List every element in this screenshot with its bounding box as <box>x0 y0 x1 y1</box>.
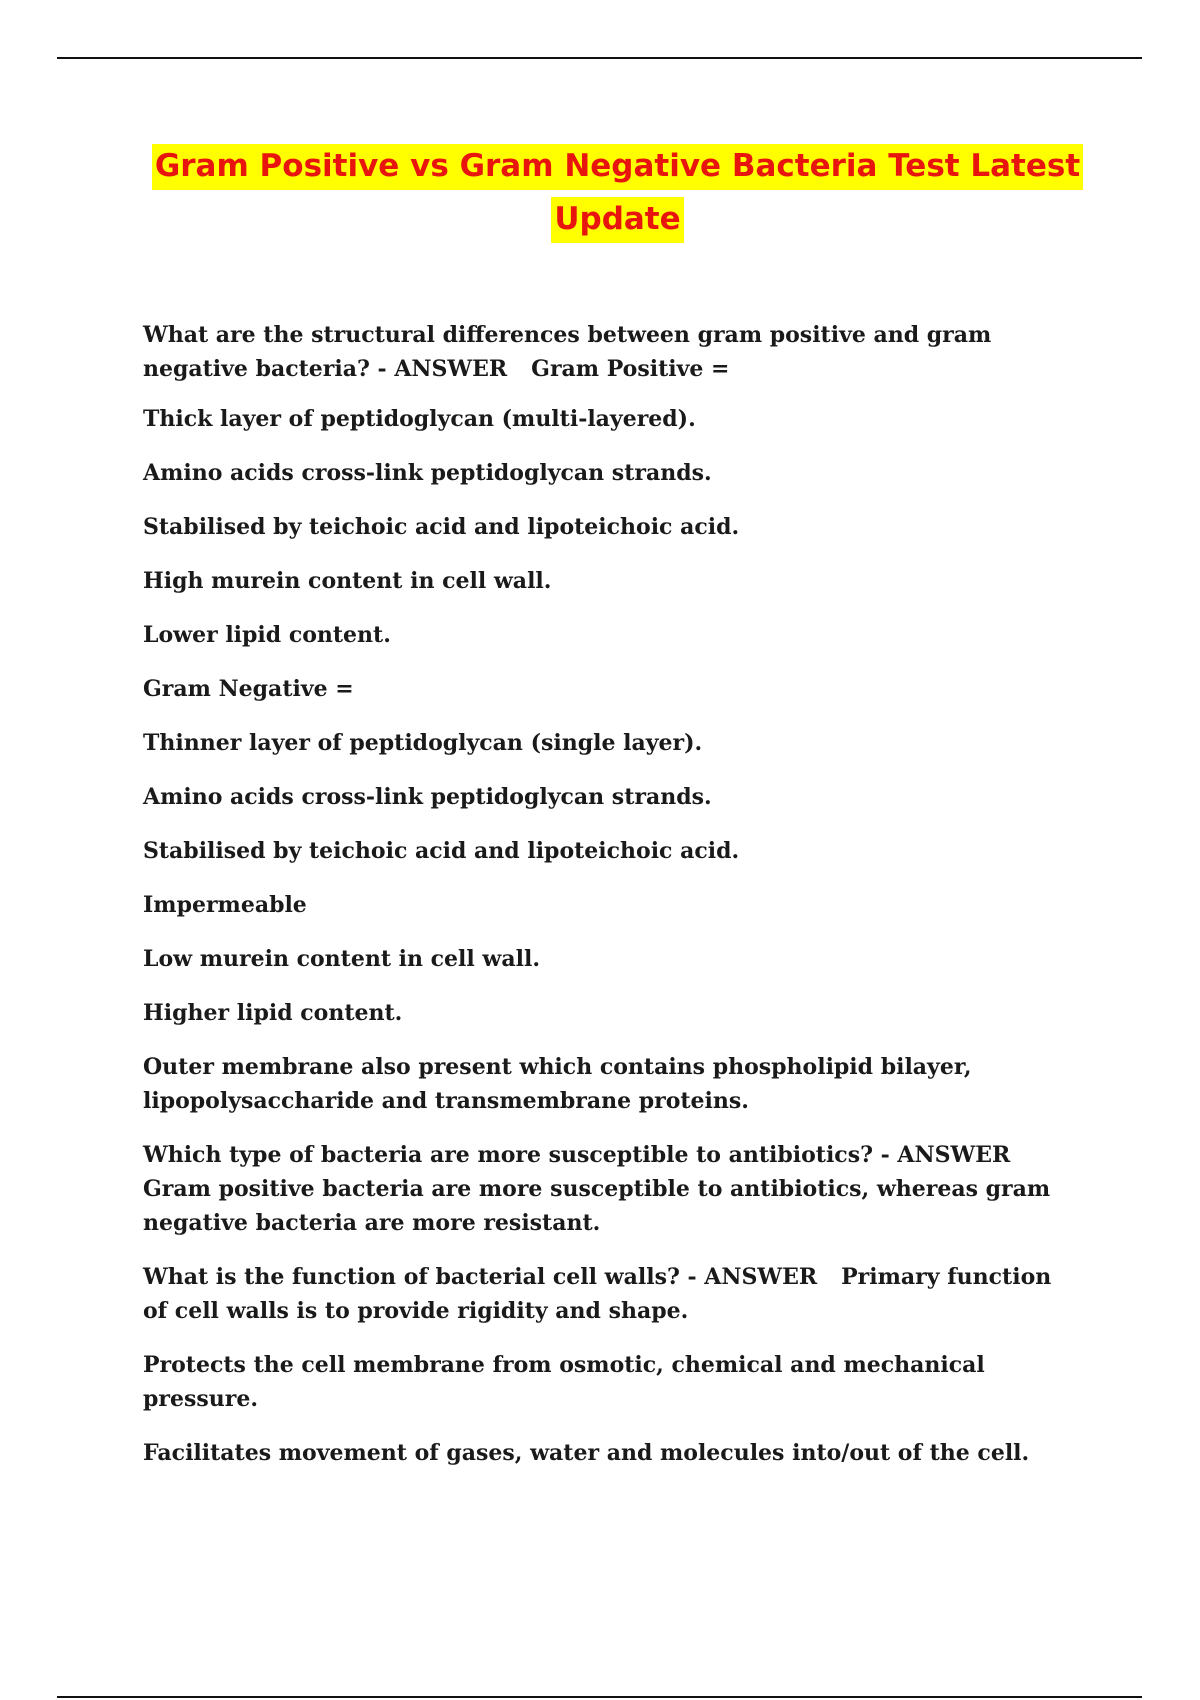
document-title <box>140 140 1095 246</box>
gram-negative-heading: Gram Negative = <box>143 676 354 702</box>
title-line-2: Update <box>551 197 683 243</box>
gram-negative-point: Impermeable <box>143 892 307 918</box>
document-body <box>143 318 1083 1490</box>
answer-text: Gram positive bacteria are more susceptible to antibiotics, whereas gram negative bacteria are more resistant. <box>143 1176 1051 1236</box>
gram-positive-point: Thick layer of peptidoglycan (multi-layered). <box>143 406 696 432</box>
gram-negative-point: Low murein content in cell wall. <box>143 946 540 972</box>
answer-text: Gram Positive = <box>531 356 730 382</box>
cell-wall-point: Facilitates movement of gases, water and molecules into/out of the cell. <box>143 1440 1030 1466</box>
cell-wall-point: Protects the cell membrane from osmotic, chemical and mechanical pressure. <box>143 1352 985 1412</box>
gram-negative-point: Amino acids cross-link peptidoglycan strands. <box>143 784 712 810</box>
title-line-1: Gram Positive vs Gram Negative Bacteria Test Latest <box>152 144 1083 190</box>
question-text: Which type of bacteria are more susceptible to antibiotics? - ANSWER <box>143 1142 1011 1168</box>
gram-positive-point: Stabilised by teichoic acid and lipoteichoic acid. <box>143 514 740 540</box>
question-text: What is the function of bacterial cell walls? - ANSWER <box>143 1264 818 1290</box>
top-rule <box>57 57 1142 59</box>
gram-negative-point: Thinner layer of peptidoglycan (single layer). <box>143 730 703 756</box>
gram-positive-point: Amino acids cross-link peptidoglycan strands. <box>143 460 712 486</box>
question-text: What are the structural differences between gram positive and gram negative bacteria? - ANSWER <box>143 322 992 382</box>
qa-cell-wall-function <box>143 1260 1083 1328</box>
gram-negative-point: Outer membrane also present which contains phospholipid bilayer, lipopolysaccharide and transmembrane proteins. <box>143 1054 972 1114</box>
gram-negative-point: Higher lipid content. <box>143 1000 403 1026</box>
bottom-rule <box>57 1696 1142 1698</box>
qa-structural-differences <box>143 318 1083 386</box>
gram-negative-point: Stabilised by teichoic acid and lipoteichoic acid. <box>143 838 740 864</box>
qa-antibiotic-susceptibility <box>143 1138 1083 1240</box>
gram-positive-point: High murein content in cell wall. <box>143 568 552 594</box>
gram-positive-point: Lower lipid content. <box>143 622 391 648</box>
answer-text: Primary function of cell walls is to provide rigidity and shape. <box>143 1264 1052 1324</box>
